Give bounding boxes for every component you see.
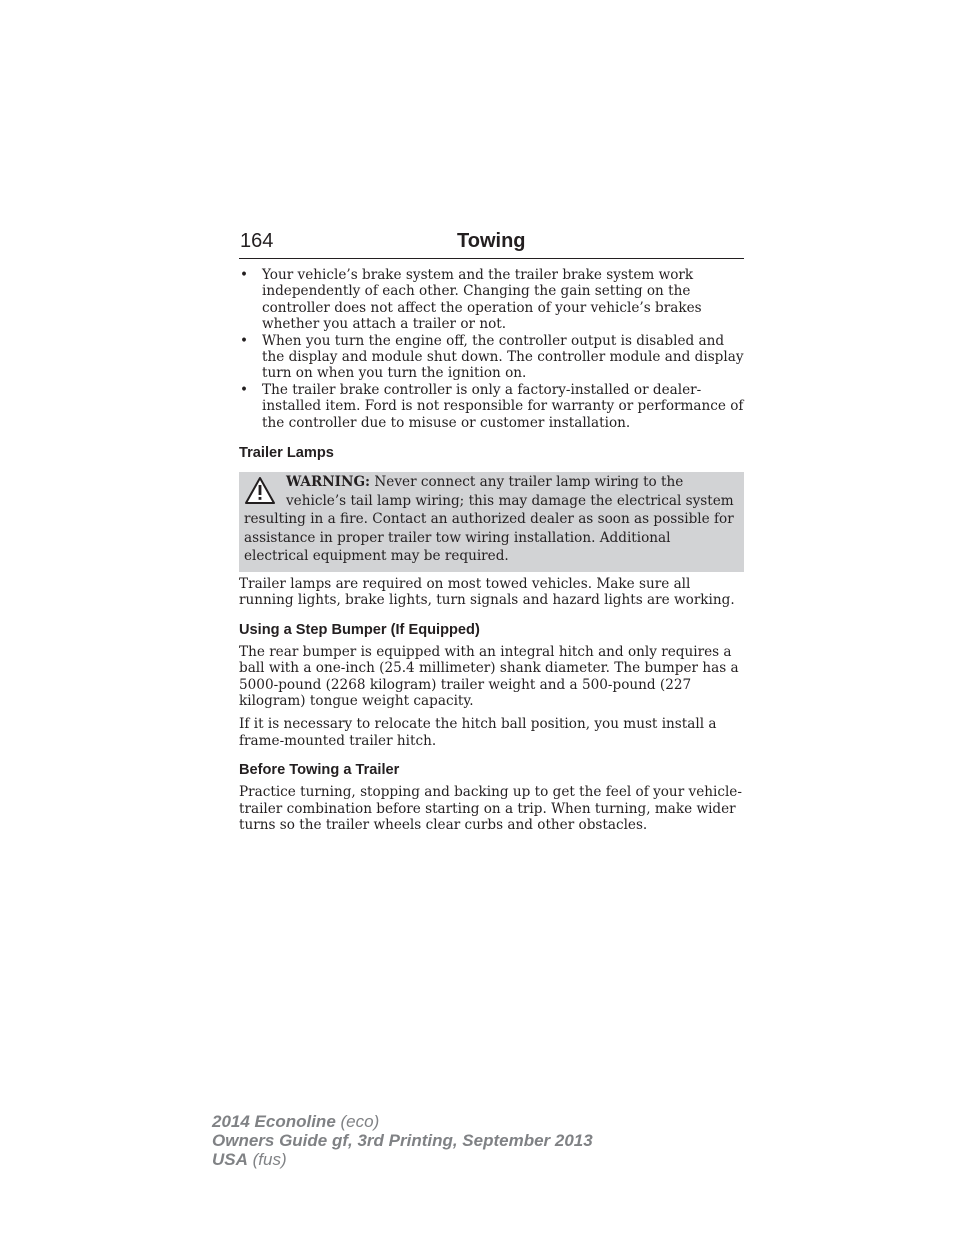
footer-model: 2014 Econoline [212, 1112, 336, 1131]
page-number: 164 [240, 230, 274, 252]
list-item [239, 333, 744, 382]
paragraph-trailer-lamps: Trailer lamps are required on most towed vehicles. Make sure all running lights, brake lights, turn signals and hazard lights are working. [239, 576, 735, 609]
warning-label: WARNING: [286, 474, 371, 491]
warning-text: Never connect any trailer lamp wiring to the vehicle’s tail lamp wiring; this may damage the electrical system resulting in a fire. Contact an authorized dealer as soon as possible for assistance in proper trailer tow wiring installation. Additional electrical equipment may be required. [244, 474, 734, 565]
page-footer [212, 1112, 593, 1169]
warning-box [239, 472, 744, 572]
footer-region-code: (fus) [247, 1150, 287, 1169]
page-title: Towing [457, 230, 526, 252]
footer-guide-edition: Owners Guide gf, 3rd Printing, September 2013 [212, 1131, 593, 1150]
footer-line-region [212, 1150, 593, 1169]
paragraph-bumper-capacity: The rear bumper is equipped with an integral hitch and only requires a ball with a one-inch (25.4 millimeter) shank diameter. The bumper has a 5000-pound (2268 kilogram) trailer weight and a 500-pound (227 kilogram) tongue weight capacity. [239, 643, 739, 710]
list-item-text: When you turn the engine off, the controller output is disabled and the display and module shut down. The controller module and display turn on when you turn the ignition on. [262, 332, 744, 382]
paragraph-relocate-hitch: If it is necessary to relocate the hitch ball position, you must install a frame-mounted trailer hitch. [239, 716, 717, 749]
section-heading-before-towing: Before Towing a Trailer [239, 762, 400, 779]
section-heading-step-bumper: Using a Step Bumper (If Equipped) [239, 621, 480, 638]
warning-triangle-icon [244, 476, 276, 506]
footer-region: USA [212, 1150, 248, 1169]
footer-line-guide [212, 1131, 593, 1150]
list-item-text: The trailer brake controller is only a factory-installed or dealer-installed item. Ford is not responsible for warranty or performance of the controller due to misuse or customer installation. [262, 381, 744, 431]
footer-line-model [212, 1112, 593, 1131]
section-heading-trailer-lamps: Trailer Lamps [239, 445, 334, 462]
bullet-dot: • [240, 332, 249, 349]
paragraph-practice-turning: Practice turning, stopping and backing up to get the feel of your vehicle-trailer combination before starting on a trip. When turning, make wider turns so the trailer wheels clear curbs and other obstacles. [239, 784, 742, 834]
footer-model-code: (eco) [335, 1112, 380, 1131]
list-item [239, 267, 744, 333]
bullet-list [239, 267, 744, 431]
bullet-dot: • [240, 381, 249, 398]
page-header [239, 228, 744, 259]
bullet-dot: • [240, 267, 249, 283]
list-item-text: Your vehicle’s brake system and the trailer brake system work independently of each other. Changing the gain setting on the controller does not affect the operation of your vehicle’s brakes whether you attach a trailer or not. [262, 267, 702, 333]
manual-page [239, 228, 744, 834]
list-item [239, 382, 744, 431]
